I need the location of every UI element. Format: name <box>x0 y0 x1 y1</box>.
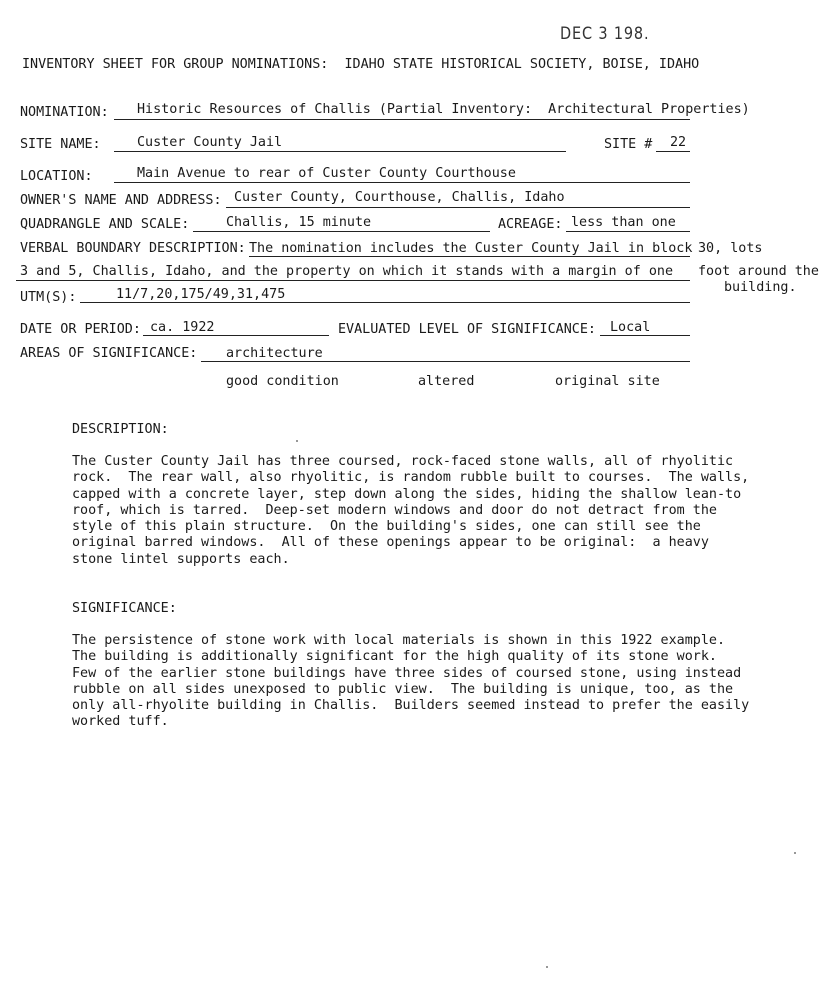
site-name-underline <box>114 151 566 152</box>
areas-value: architecture <box>226 346 323 361</box>
condition-altered: altered <box>418 374 475 389</box>
areas-label: AREAS OF SIGNIFICANCE: <box>20 346 198 361</box>
sheet-header: INVENTORY SHEET FOR GROUP NOMINATIONS: IDAHO STATE HISTORICAL SOCIETY, BOISE, IDAHO <box>22 57 700 72</box>
location-value: Main Avenue to rear of Custer County Courthouse <box>137 166 516 181</box>
significance-line: only all-rhyolite building in Challis. Builders seemed instead to prefer the easily <box>72 698 750 714</box>
boundary-line1-tail: 30, lots <box>698 241 763 256</box>
quadrangle-underline <box>193 231 490 232</box>
significance-body <box>72 633 772 731</box>
significance-line: Few of the earlier stone buildings have three sides of coursed stone, using instead <box>72 665 742 681</box>
boundary-line1: The nomination includes the Custer County Jail in block <box>249 241 693 256</box>
boundary-line2-underline <box>16 280 690 281</box>
site-number-value: 22 <box>670 135 687 150</box>
significance-line: rubble on all sides unexposed to public view. The building is unique, too, as the <box>72 681 734 697</box>
level-underline <box>600 335 690 336</box>
utm-label: UTM(S): <box>20 290 77 305</box>
site-name-value: Custer County Jail <box>137 135 283 150</box>
ink-speck <box>296 440 298 442</box>
condition-good: good condition <box>226 374 339 389</box>
site-number-underline <box>656 151 690 152</box>
date-stamp: DEC 3 198. <box>560 24 650 44</box>
owner-value: Custer County, Courthouse, Challis, Idaho <box>234 190 565 205</box>
description-heading: DESCRIPTION: <box>72 422 169 437</box>
boundary-label: VERBAL BOUNDARY DESCRIPTION: <box>20 241 246 256</box>
ink-speck <box>794 852 796 854</box>
nomination-label: NOMINATION: <box>20 105 109 120</box>
acreage-underline <box>566 231 690 232</box>
site-number-label: SITE # <box>604 137 653 152</box>
date-label: DATE OR PERIOD: <box>20 322 141 337</box>
acreage-label: ACREAGE: <box>498 217 563 232</box>
quadrangle-value: Challis, 15 minute <box>226 215 372 230</box>
site-name-label: SITE NAME: <box>20 137 101 152</box>
location-underline <box>114 182 690 183</box>
significance-line: The building is additionally significant for the high quality of its stone work. <box>72 649 717 665</box>
level-value: Local <box>610 320 651 335</box>
owner-underline <box>226 207 690 208</box>
description-body <box>72 454 772 568</box>
significance-line: The persistence of stone work with local materials is shown in this 1922 example. <box>72 633 726 648</box>
description-line: capped with a concrete layer, step down along the sides, hiding the shallow lean-to <box>72 486 742 502</box>
boundary-line1-underline <box>249 256 690 257</box>
nomination-underline <box>114 119 690 120</box>
areas-underline <box>201 361 690 362</box>
utm-underline <box>80 302 690 303</box>
boundary-line2: 3 and 5, Challis, Idaho, and the property on which it stands with a margin of one <box>20 264 674 279</box>
significance-line: worked tuff. <box>72 714 169 730</box>
boundary-line3-tail: building. <box>724 280 797 295</box>
acreage-value: less than one <box>571 215 676 230</box>
description-line: stone lintel supports each. <box>72 551 290 567</box>
quadrangle-label: QUADRANGLE AND SCALE: <box>20 217 190 232</box>
owner-label: OWNER'S NAME AND ADDRESS: <box>20 193 222 208</box>
description-line: style of this plain structure. On the building's sides, one can still see the <box>72 519 701 535</box>
boundary-line2-tail: foot around the <box>698 264 819 279</box>
description-line: rock. The rear wall, also rhyolitic, is random rubble built to courses. The walls, <box>72 470 750 486</box>
ink-speck <box>546 966 548 968</box>
level-label: EVALUATED LEVEL OF SIGNIFICANCE: <box>338 322 596 337</box>
description-line: roof, which is tarred. Deep-set modern windows and door do not detract from the <box>72 502 717 518</box>
nomination-value: Historic Resources of Challis (Partial Inventory: Architectural Properties) <box>137 102 750 117</box>
date-value: ca. 1922 <box>150 320 215 335</box>
location-label: LOCATION: <box>20 169 93 184</box>
condition-original-site: original site <box>555 374 660 389</box>
significance-heading: SIGNIFICANCE: <box>72 601 177 616</box>
utm-value: 11/7,20,175/49,31,475 <box>116 287 286 302</box>
description-line: The Custer County Jail has three coursed, rock-faced stone walls, all of rhyolitic <box>72 454 734 469</box>
description-line: original barred windows. All of these openings appear to be original: a heavy <box>72 535 709 551</box>
date-underline <box>143 335 329 336</box>
